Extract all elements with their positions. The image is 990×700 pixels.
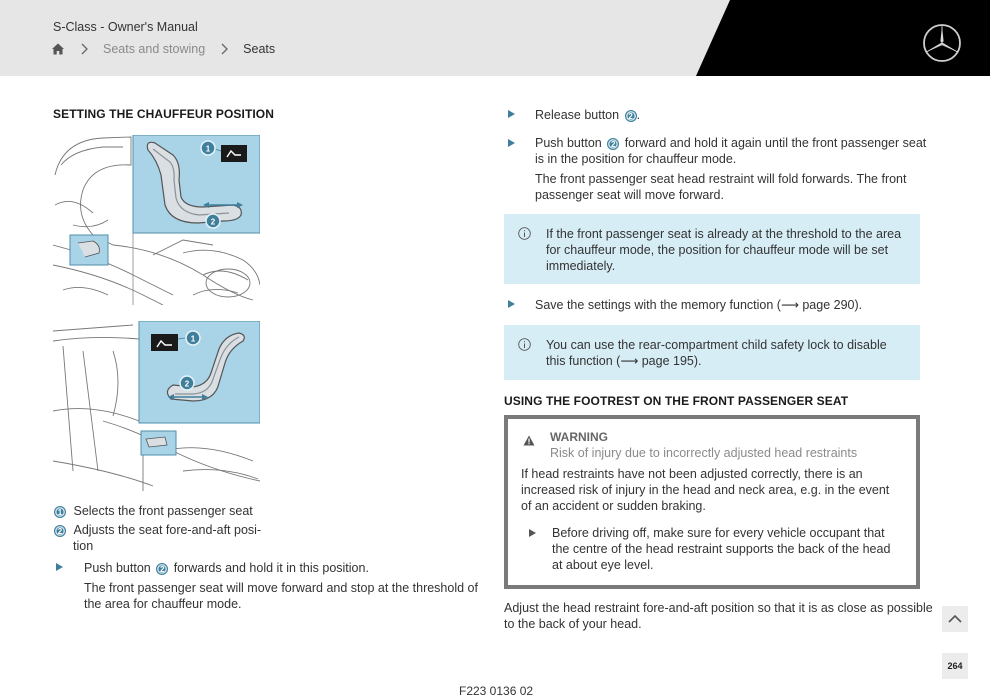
warning-body-line1: If head restraints have not been adjusted correctly, there is an: [521, 467, 863, 481]
illustration-seat-controls-door: [53, 135, 260, 305]
breadcrumb-seats: Seats: [243, 42, 276, 56]
step3-pre: Push button: [535, 136, 602, 150]
legend-item-2-text: Adjusts the seat fore-and-aft posi-: [73, 523, 262, 537]
step1-pre: Push button: [84, 561, 151, 575]
step1-result-line2: the area for chauffeur mode.: [84, 597, 242, 611]
badge-2: 2: [156, 563, 168, 575]
chevron-right-icon: [219, 43, 229, 55]
closing-paragraph: [504, 600, 933, 632]
arrow-bullet-icon: [508, 110, 515, 118]
step1-result: [84, 580, 478, 612]
info1-line2: for chauffeur mode, the position for chauffeur mode will be set: [546, 243, 889, 257]
warning-step-line1: Before driving off, make sure for every vehicle occupant that: [552, 526, 885, 540]
step3-line1-post: forward and hold it again until the front passenger seat: [624, 136, 927, 150]
warning-step-line2: the centre of the head restraint supports the back of the head: [552, 542, 891, 556]
warning-subtitle: Risk of injury due to incorrectly adjusted head restraints: [550, 446, 858, 460]
legend-item-1-text: Selects the front passenger seat: [73, 504, 253, 518]
info-icon: [518, 338, 531, 351]
warning-body-line3: of an accident or sudden braking.: [521, 499, 706, 513]
step3-result-line2: passenger seat will move forward.: [535, 188, 724, 202]
scroll-to-top-button[interactable]: [942, 606, 968, 632]
doc-title: S-Class - Owner's Manual: [53, 20, 198, 34]
home-icon[interactable]: [51, 42, 65, 56]
warning-body-line2: increased risk of injury in the head and neck area, e.g. in the event: [521, 483, 890, 497]
info-box-threshold: [504, 214, 920, 284]
info2-line2[interactable]: this function (⟶ page 195).: [546, 354, 702, 368]
badge-1: 1: [54, 506, 66, 518]
info1-line1: If the front passenger seat is already at the threshold to the area: [546, 227, 902, 241]
header-black-shape: [0, 0, 990, 76]
page-number: 264: [942, 653, 968, 679]
step3-result-line1: The front passenger seat head restraint will fold forwards. The front: [535, 172, 907, 186]
fig2-badge-1-label: 1: [190, 334, 196, 344]
legend-item-1: [54, 503, 261, 519]
warning-box: [504, 415, 920, 589]
closing-line1: Adjust the head restraint fore-and-aft position so that it is as close as possible: [504, 601, 933, 615]
warning-title: WARNING: [550, 430, 608, 444]
step-release-button: [535, 107, 640, 123]
arrow-bullet-icon: [508, 300, 515, 308]
badge-2: 2: [54, 525, 66, 537]
mercedes-star-logo[interactable]: [922, 23, 962, 63]
fig2-badge-2-label: 2: [184, 379, 190, 389]
info-icon: [518, 227, 531, 240]
fig1-badge-2-label: 2: [210, 217, 216, 227]
arrow-bullet-icon: [529, 529, 536, 537]
chevron-right-icon: [79, 43, 89, 55]
step1-post: forwards and hold it in this position.: [173, 561, 369, 575]
step2-post: .: [636, 108, 641, 122]
warning-step-line3: at about eye level.: [552, 558, 654, 572]
step-push-button-forwards: [84, 560, 369, 576]
step-push-button-again: [535, 135, 926, 203]
badge-2: 2: [625, 110, 637, 122]
arrow-bullet-icon: [56, 563, 63, 571]
warning-triangle-icon: [523, 435, 535, 446]
legend-item-2: [54, 522, 261, 554]
info2-line1: You can use the rear-compartment child safety lock to disable: [546, 338, 887, 352]
chevron-up-icon: [948, 614, 962, 624]
section-heading-footrest: USING THE FOOTREST ON THE FRONT PASSENGER SEAT: [504, 394, 849, 408]
step1-result-line1: The front passenger seat will move forward and stop at the threshold of: [84, 581, 478, 595]
warning-body: [521, 466, 889, 514]
figure-code: F223 0136 02: [459, 684, 534, 698]
warning-step: [552, 525, 890, 573]
illustration-seat-controls-rear: [53, 321, 260, 491]
fig1-badge-1-label: 1: [205, 144, 211, 154]
section-heading-chauffeur: SETTING THE CHAUFFEUR POSITION: [53, 107, 275, 121]
arrow-bullet-icon: [508, 139, 515, 147]
legend: [54, 503, 261, 554]
info1-line3: immediately.: [546, 259, 616, 273]
closing-line2: to the back of your head.: [504, 617, 642, 631]
badge-2: 2: [607, 138, 619, 150]
legend-item-2-text-cont: tion: [73, 539, 94, 553]
step3-line2: is in the position for chauffeur mode.: [535, 152, 737, 166]
step2-pre: Release button: [535, 108, 620, 122]
breadcrumb-seats-and-stowing[interactable]: Seats and stowing: [103, 42, 206, 56]
step-save-settings[interactable]: Save the settings with the memory function (⟶ page 290).: [535, 298, 863, 312]
info-box-child-lock: [504, 325, 920, 380]
breadcrumb: [51, 42, 275, 56]
